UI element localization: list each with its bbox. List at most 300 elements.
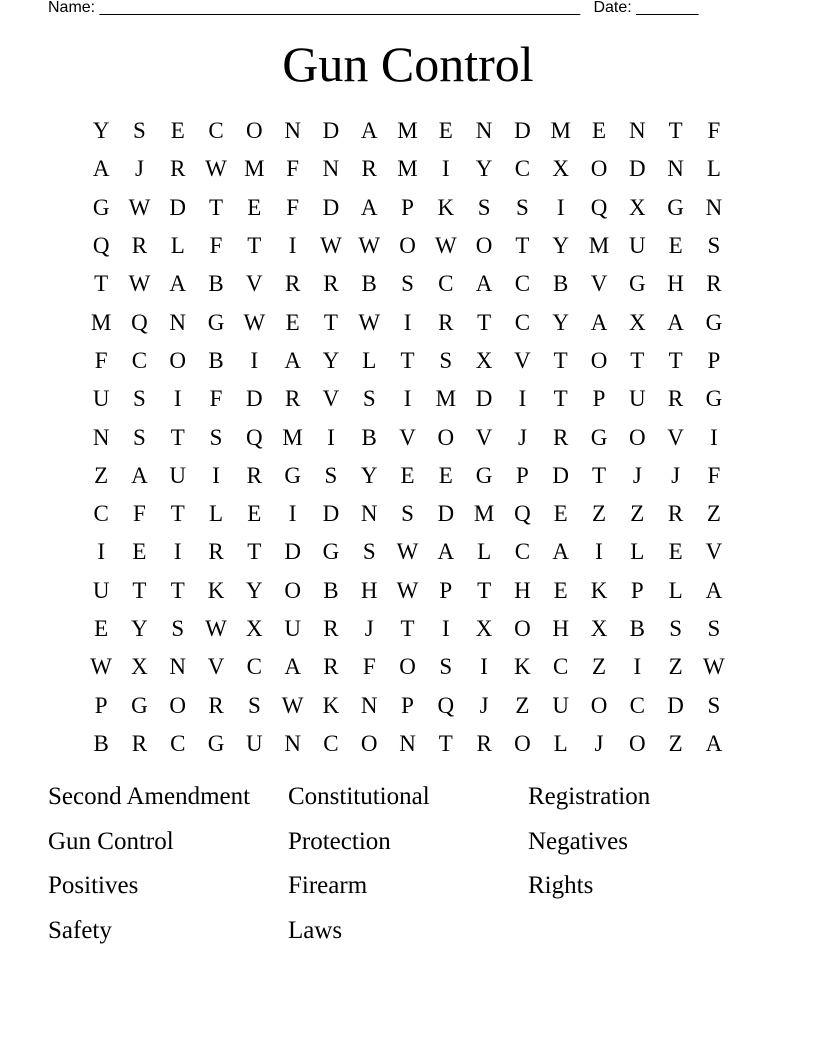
grid-letter: X (552, 156, 570, 182)
grid-letter: I (97, 539, 105, 565)
grid-letter: N (399, 730, 416, 756)
grid-letter: E (668, 233, 683, 259)
grid-letter: M (90, 309, 112, 335)
grid-letter: K (207, 577, 225, 603)
grid-letter: Z (591, 654, 607, 680)
grid-letter: A (475, 271, 493, 297)
grid-letter: N (360, 692, 378, 718)
grid-letter: O (399, 654, 416, 680)
grid-letter: B (93, 730, 109, 756)
grid-letter: L (477, 539, 492, 565)
grid-letter: S (362, 539, 376, 565)
grid-letter: R (131, 730, 148, 756)
grid-letter: A (92, 156, 110, 182)
grid-letter: F (707, 462, 721, 488)
grid-letter: L (706, 156, 721, 182)
grid-letter: A (360, 118, 378, 144)
grid-letter: F (707, 118, 721, 144)
grid-letter: L (553, 730, 568, 756)
grid-letter: O (475, 233, 493, 259)
grid-letter: C (208, 118, 224, 144)
grid-letter: E (132, 539, 147, 565)
grid-letter: V (705, 539, 723, 565)
grid-letter: C (514, 309, 531, 335)
grid-letter: S (401, 271, 414, 297)
grid-letter: Y (322, 347, 340, 373)
word-bank-item: Negatives (528, 827, 628, 855)
grid-letter: G (207, 730, 225, 756)
grid-letter: H (552, 616, 570, 641)
grid-letter: V (514, 347, 531, 373)
grid-letter: T (170, 577, 185, 603)
grid-letter: X (628, 194, 646, 220)
grid-letter: Y (246, 577, 263, 603)
grid-letter: S (439, 654, 453, 680)
grid-letter: A (284, 347, 301, 373)
grid-letter: R (170, 156, 186, 182)
grid-letter: B (208, 347, 224, 373)
grid-letter: W (358, 233, 381, 259)
header-line (48, 0, 748, 18)
grid-letter: R (246, 462, 262, 488)
grid-letter: G (92, 194, 110, 220)
grid-letter: E (170, 118, 185, 144)
grid-letter: S (707, 233, 721, 259)
grid-letter: F (209, 386, 223, 412)
grid-letter: W (128, 194, 151, 220)
grid-letter: W (243, 309, 266, 335)
grid-letter: K (590, 577, 608, 603)
grid-letter: L (170, 233, 185, 259)
grid-letter: E (553, 501, 568, 527)
grid-letter: D (169, 194, 187, 220)
grid-letter: F (209, 233, 223, 259)
grid-letter: R (131, 233, 148, 259)
grid-letter: C (438, 271, 454, 297)
grid-letter: Q (246, 424, 263, 450)
grid-letter: I (327, 424, 335, 450)
grid-letter: E (400, 462, 415, 488)
word-bank-item: Gun Control (48, 827, 174, 855)
grid-letter: Z (668, 730, 683, 756)
grid-letter: C (629, 692, 645, 718)
grid-letter: N (169, 654, 187, 680)
word-bank-item: Firearm (288, 872, 368, 900)
grid-letter: G (705, 386, 723, 412)
grid-letter: V (590, 271, 608, 297)
grid-letter: K (514, 654, 531, 680)
grid-letter: E (438, 118, 453, 144)
grid-letter: S (362, 386, 376, 412)
grid-letter: M (550, 118, 571, 144)
grid-letter: F (286, 194, 300, 220)
grid-letter: S (209, 424, 223, 450)
grid-letter: M (588, 233, 610, 259)
grid-letter: J (517, 424, 527, 450)
grid-letter: N (628, 118, 646, 144)
grid-letter: D (246, 386, 263, 412)
grid-letter: T (591, 462, 607, 488)
grid-letter: G (667, 194, 684, 220)
grid-letter: J (479, 692, 489, 718)
grid-letter: A (590, 309, 608, 335)
grid-letter: J (364, 616, 374, 641)
word-bank (48, 778, 768, 957)
grid-letter: R (361, 156, 377, 182)
grid-letter: N (475, 118, 493, 144)
name-field-label: Name: ______________________________________________________ (48, 0, 581, 16)
grid-letter: M (397, 156, 418, 182)
grid-letter: O (590, 692, 608, 718)
grid-letter: X (246, 616, 263, 641)
grid-letter: M (435, 386, 457, 412)
grid-letter: D (322, 194, 340, 220)
grid-letter: T (323, 309, 338, 335)
grid-letter: G (284, 462, 301, 488)
grid-letter: K (322, 692, 340, 718)
grid-letter: N (284, 118, 301, 144)
grid-letter: I (173, 386, 182, 412)
grid-letter: R (667, 501, 684, 527)
grid-letter: P (630, 577, 644, 603)
grid-letter: I (518, 386, 527, 412)
grid-letter: I (556, 194, 565, 220)
grid-letter: G (628, 271, 646, 297)
grid-letter: U (246, 730, 263, 756)
grid-letter: B (553, 271, 569, 297)
grid-letter: G (475, 462, 493, 488)
grid-letter: P (707, 347, 721, 373)
grid-letter: L (362, 347, 377, 373)
grid-letter: J (134, 156, 144, 182)
grid-letter: P (401, 194, 414, 220)
grid-letter: W (358, 309, 381, 335)
grid-letter: O (514, 730, 531, 756)
grid-letter: Z (591, 501, 607, 527)
grid-letter: T (668, 347, 683, 373)
grid-letter: N (360, 501, 378, 527)
grid-letter: Y (92, 118, 110, 144)
grid-letter: T (553, 386, 568, 412)
grid-letter: A (437, 539, 455, 565)
grid-letter: P (401, 692, 414, 718)
grid-letter: Q (437, 692, 455, 718)
grid-letter: R (323, 271, 339, 297)
grid-letter: B (361, 424, 377, 450)
grid-letter: W (90, 654, 112, 680)
grid-letter: B (208, 271, 224, 297)
word-bank-item: Rights (528, 872, 594, 900)
grid-letter: I (403, 386, 412, 412)
date-field-label: Date: _______ (593, 0, 699, 16)
grid-letter: D (552, 462, 570, 488)
grid-letter: S (133, 424, 146, 450)
grid-letter: Z (630, 501, 645, 527)
grid-letter: T (515, 233, 530, 259)
grid-letter: S (516, 194, 529, 220)
grid-letter: I (480, 654, 488, 680)
grid-letter: N (169, 309, 187, 335)
grid-letter: C (553, 654, 569, 680)
grid-letter: I (212, 462, 220, 488)
grid-letter: R (667, 386, 684, 412)
grid-letter: T (438, 730, 453, 756)
grid-letter: P (439, 577, 453, 603)
grid-letter: A (360, 194, 378, 220)
grid-letter: T (170, 424, 185, 450)
grid-letter: S (401, 501, 414, 527)
grid-letter: T (553, 347, 568, 373)
grid-letter: W (205, 616, 227, 641)
grid-letter: S (247, 692, 261, 718)
grid-letter: A (169, 271, 187, 297)
grid-letter: I (288, 233, 297, 259)
grid-letter: S (439, 347, 453, 373)
grid-letter: I (595, 539, 603, 565)
grid-letter: E (553, 577, 568, 603)
grid-letter: O (399, 233, 416, 259)
grid-letter: A (284, 654, 301, 680)
grid-letter: O (628, 424, 646, 450)
grid-letter: Z (706, 501, 721, 527)
grid-letter: E (247, 501, 262, 527)
grid-letter: Q (131, 309, 148, 335)
grid-letter: S (133, 386, 146, 412)
grid-letter: K (437, 194, 455, 220)
word-bank-item: Protection (288, 827, 391, 855)
grid-letter: X (590, 616, 608, 641)
grid-letter: P (592, 386, 606, 412)
grid-letter: U (552, 692, 570, 718)
grid-letter: M (397, 118, 418, 144)
grid-letter: O (284, 577, 301, 603)
grid-letter: G (207, 309, 225, 335)
grid-letter: B (361, 271, 377, 297)
grid-letter: W (128, 271, 151, 297)
grid-letter: C (514, 539, 531, 565)
grid-letter: T (132, 577, 147, 603)
grid-letter: O (514, 616, 531, 641)
grid-letter: F (94, 347, 108, 373)
grid-letter: I (441, 156, 450, 182)
grid-letter: F (133, 501, 146, 527)
grid-letter: C (246, 654, 262, 680)
grid-letter: T (630, 347, 645, 373)
word-bank-item: Safety (48, 917, 112, 945)
grid-letter: O (590, 347, 608, 373)
grid-letter: V (207, 654, 225, 680)
word-bank-item: Registration (528, 783, 651, 810)
grid-letter: T (247, 233, 262, 259)
grid-letter: R (323, 616, 339, 641)
grid-letter: V (475, 424, 493, 450)
grid-letter: H (514, 577, 531, 603)
grid-letter: R (553, 424, 569, 450)
grid-letter: R (208, 692, 224, 718)
grid-letter: P (94, 692, 108, 718)
grid-letter: R (438, 309, 454, 335)
grid-letter: A (705, 730, 723, 756)
grid-letter: Q (514, 501, 531, 527)
grid-letter: X (628, 309, 646, 335)
grid-letter: S (324, 462, 338, 488)
grid-letter: W (320, 233, 342, 259)
grid-letter: Z (94, 462, 109, 488)
grid-letter: D (475, 386, 493, 412)
grid-letter: O (437, 424, 455, 450)
grid-letter: S (171, 616, 185, 641)
grid-letter: V (322, 386, 340, 412)
grid-letter: O (246, 118, 263, 144)
grid-letter: C (514, 156, 531, 182)
grid-letter: Y (475, 156, 493, 182)
grid-letter: A (667, 309, 684, 335)
grid-letter: O (628, 730, 646, 756)
grid-letter: J (671, 462, 681, 488)
grid-letter: F (362, 654, 376, 680)
grid-letter: A (552, 539, 570, 565)
grid-letter: Y (131, 616, 148, 641)
grid-letter: I (173, 539, 182, 565)
grid-letter: D (322, 118, 340, 144)
grid-letter: S (133, 118, 146, 144)
grid-letter: D (322, 501, 340, 527)
grid-letter: T (477, 577, 492, 603)
grid-letter: S (669, 616, 682, 641)
grid-letter: L (668, 577, 683, 603)
grid-letter: E (285, 309, 300, 335)
grid-letter: M (473, 501, 495, 527)
grid-letter: T (400, 347, 415, 373)
grid-letter: N (284, 730, 301, 756)
grid-letter: N (667, 156, 684, 182)
grid-letter: Z (515, 692, 530, 718)
grid-letter: U (628, 233, 646, 259)
grid-letter: M (282, 424, 303, 450)
grid-letter: N (705, 194, 723, 220)
grid-letter: F (286, 156, 300, 182)
grid-letter: X (475, 616, 493, 641)
grid-letter: G (131, 692, 148, 718)
grid-letter: D (514, 118, 531, 144)
grid-letter: Q (590, 194, 608, 220)
grid-letter: O (169, 347, 187, 373)
grid-letter: N (322, 156, 340, 182)
grid-letter: O (169, 692, 187, 718)
grid-letter: U (92, 386, 110, 412)
grid-letter: U (169, 462, 187, 488)
grid-letter: R (284, 386, 301, 412)
grid-letter: A (705, 577, 723, 603)
grid-letter: W (434, 233, 457, 259)
grid-letter: R (706, 271, 722, 297)
grid-letter: I (633, 654, 642, 680)
grid-letter: S (707, 692, 721, 718)
grid-letter: Y (552, 309, 570, 335)
grid-letter: Y (552, 233, 570, 259)
grid-letter: V (399, 424, 416, 450)
grid-letter: I (288, 501, 297, 527)
grid-letter: J (594, 730, 604, 756)
grid-letter: B (629, 616, 645, 641)
grid-letter: W (396, 577, 419, 603)
grid-letter: D (284, 539, 301, 565)
grid-letter: R (323, 654, 339, 680)
grid-letter: G (590, 424, 608, 450)
grid-letter: A (131, 462, 148, 488)
grid-letter: D (628, 156, 646, 182)
word-bank-item: Constitutional (288, 783, 430, 810)
grid-letter: T (400, 616, 415, 641)
grid-letter: R (284, 271, 301, 297)
grid-letter: T (477, 309, 492, 335)
grid-letter: W (205, 156, 227, 182)
grid-letter: Q (92, 233, 110, 259)
grid-letter: X (131, 654, 148, 680)
grid-letter: H (667, 271, 684, 297)
grid-letter: I (441, 616, 450, 641)
grid-letter: L (209, 501, 224, 527)
grid-letter: I (403, 309, 412, 335)
grid-letter: G (705, 309, 723, 335)
grid-letter: V (667, 424, 684, 450)
grid-letter: C (93, 501, 109, 527)
letter-grid (82, 112, 733, 763)
grid-letter: J (632, 462, 642, 488)
grid-letter: N (92, 424, 110, 450)
grid-letter: E (94, 616, 109, 641)
grid-letter: W (703, 654, 725, 680)
word-bank-item: Second Amendment (48, 783, 251, 810)
grid-letter: T (209, 194, 224, 220)
grid-letter: D (667, 692, 684, 718)
grid-letter: L (630, 539, 645, 565)
grid-letter: R (208, 539, 224, 565)
grid-letter: O (590, 156, 608, 182)
grid-letter: S (707, 616, 721, 641)
grid-letter: W (281, 692, 304, 718)
word-bank-item: Positives (48, 872, 139, 900)
grid-letter: U (92, 577, 110, 603)
grid-letter: M (244, 156, 265, 182)
grid-letter: I (250, 347, 259, 373)
grid-letter: S (477, 194, 491, 220)
grid-letter: E (247, 194, 262, 220)
grid-letter: Y (360, 462, 378, 488)
grid-letter: I (710, 424, 718, 450)
grid-letter: C (170, 730, 186, 756)
grid-letter: U (628, 386, 646, 412)
grid-letter: U (284, 616, 301, 641)
grid-letter: P (516, 462, 529, 488)
grid-letter: T (94, 271, 109, 297)
word-bank-item: Laws (288, 917, 343, 945)
grid-letter: Z (668, 654, 683, 680)
grid-letter: G (322, 539, 340, 565)
grid-letter: B (323, 577, 339, 603)
grid-letter: T (170, 501, 185, 527)
grid-letter: C (323, 730, 339, 756)
grid-letter: C (131, 347, 148, 373)
grid-letter: H (360, 577, 378, 603)
grid-letter: E (438, 462, 453, 488)
grid-letter: D (437, 501, 455, 527)
grid-letter: V (246, 271, 263, 297)
grid-letter: W (396, 539, 419, 565)
grid-letter: R (476, 730, 492, 756)
grid-letter: O (360, 730, 378, 756)
grid-letter: E (668, 539, 683, 565)
